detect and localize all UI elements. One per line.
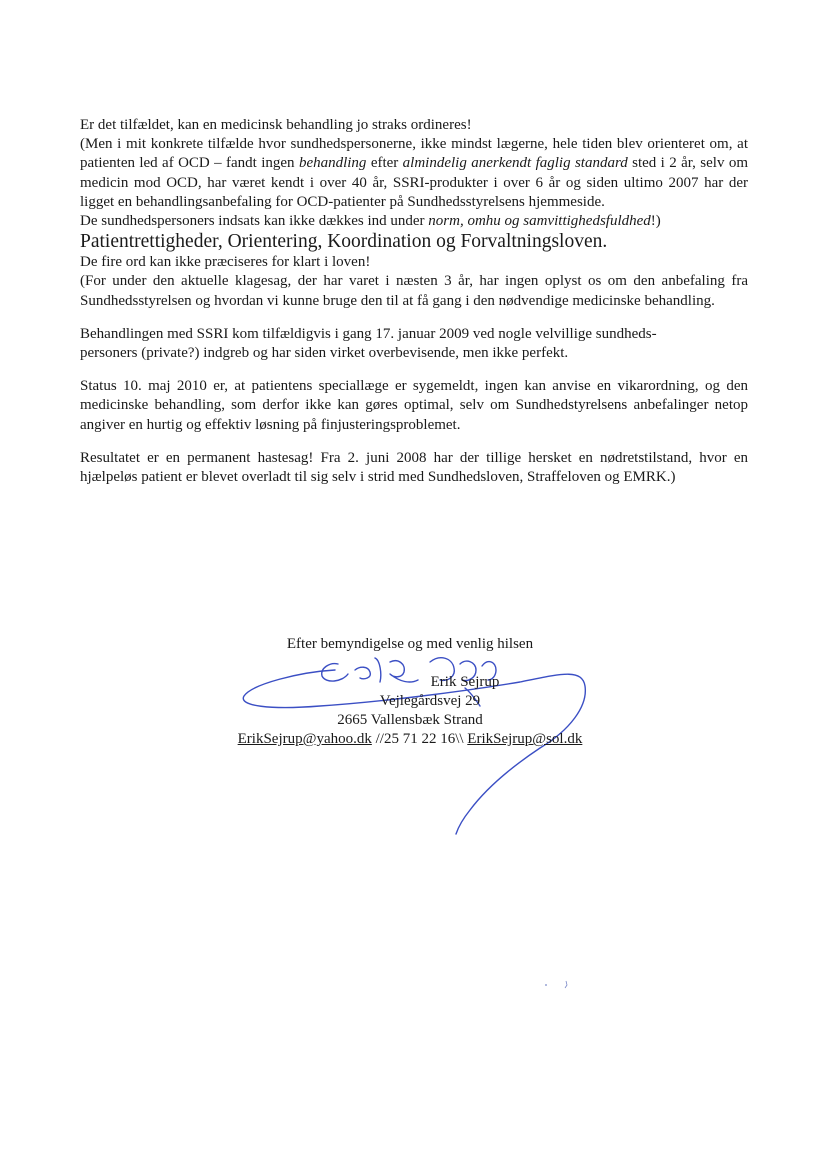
closing-line: Efter bemyndigelse og med venlig hilsen xyxy=(286,636,534,652)
phone-number: //25 71 22 16\\ xyxy=(371,731,468,747)
email-link-yahoo[interactable]: ErikSejrup@yahoo.dk xyxy=(237,731,372,747)
paragraph-result: Resultatet er en permanent hastesag! Fra 2. juni 2008 har der tillige hersket en nødretstilstand, hvor en hjælpeløs patient er blevet overladt til sig selv i strid med Sundhedsloven, Straffeloven og EMRK.) xyxy=(80,449,748,486)
contact-line xyxy=(200,730,620,749)
letter-body xyxy=(80,116,748,487)
paragraph-ocd-case: (Men i mit konkrete tilfælde hvor sundhedspersonerne, ikke mindst lægerne, hele tiden blev orienteret om, at patienten led af OCD – fandt ingen behandling efter almindelig anerkendt faglig standard sted i 2 år, selv om medicin mod OCD, har været kendt i over 40 år, SSRI-produkter i over 6 år og siden ultimo 2007 har der ligget en behandlingsanbefaling for OCD-patienter på Sundhedsstyrelsens hjemmeside. xyxy=(80,136,748,210)
email-link-sol[interactable]: ErikSejrup@sol.dk xyxy=(467,731,583,747)
scan-specks xyxy=(540,978,580,990)
paragraph-four-words: De fire ord kan ikke præciseres for klart i loven! xyxy=(80,254,371,271)
sender-name: Erik Sejrup xyxy=(430,674,500,690)
section-heading: Patientrettigheder, Orientering, Koordination og Forvaltningsloven. xyxy=(80,231,608,253)
paragraph-status: Status 10. maj 2010 er, at patientens speciallæge er sygemeldt, ingen kan anvise en vikarordning, og den medicinske behandling, som derfor ikke kan gøres optimal, selv om Sundhedstyrelsens anbefalinger netop angiver en hurtig og effektiv løsning på finjusteringsproblemet. xyxy=(80,378,748,433)
paragraph-complaint: (For under den aktuelle klagesag, der har varet i næsten 3 år, har ingen oplyst os om den anbefaling fra Sundhedsstyrelsen og hvordan vi kunne bruge den til at få gang i den nødvendige medicinske behandling. xyxy=(80,273,748,309)
paragraph-intro: Er det tilfældet, kan en medicinsk behandling jo straks ordineres! xyxy=(80,117,472,133)
sender-address: Vejlegårdsvej 29 xyxy=(379,693,481,709)
signature-block xyxy=(200,635,620,749)
paragraph-ssri: Behandlingen med SSRI kom tilfældigvis i gang 17. januar 2009 ved nogle velvillige sundheds- personers (private?) indgreb og har siden virket overbevisende, men ikke perfekt. xyxy=(80,325,657,362)
paragraph-norm: De sundhedspersoners indsats kan ikke dækkes ind under norm, omhu og samvittighedsfuldhed!) xyxy=(80,213,661,230)
sender-city: 2665 Vallensbæk Strand xyxy=(337,712,483,728)
